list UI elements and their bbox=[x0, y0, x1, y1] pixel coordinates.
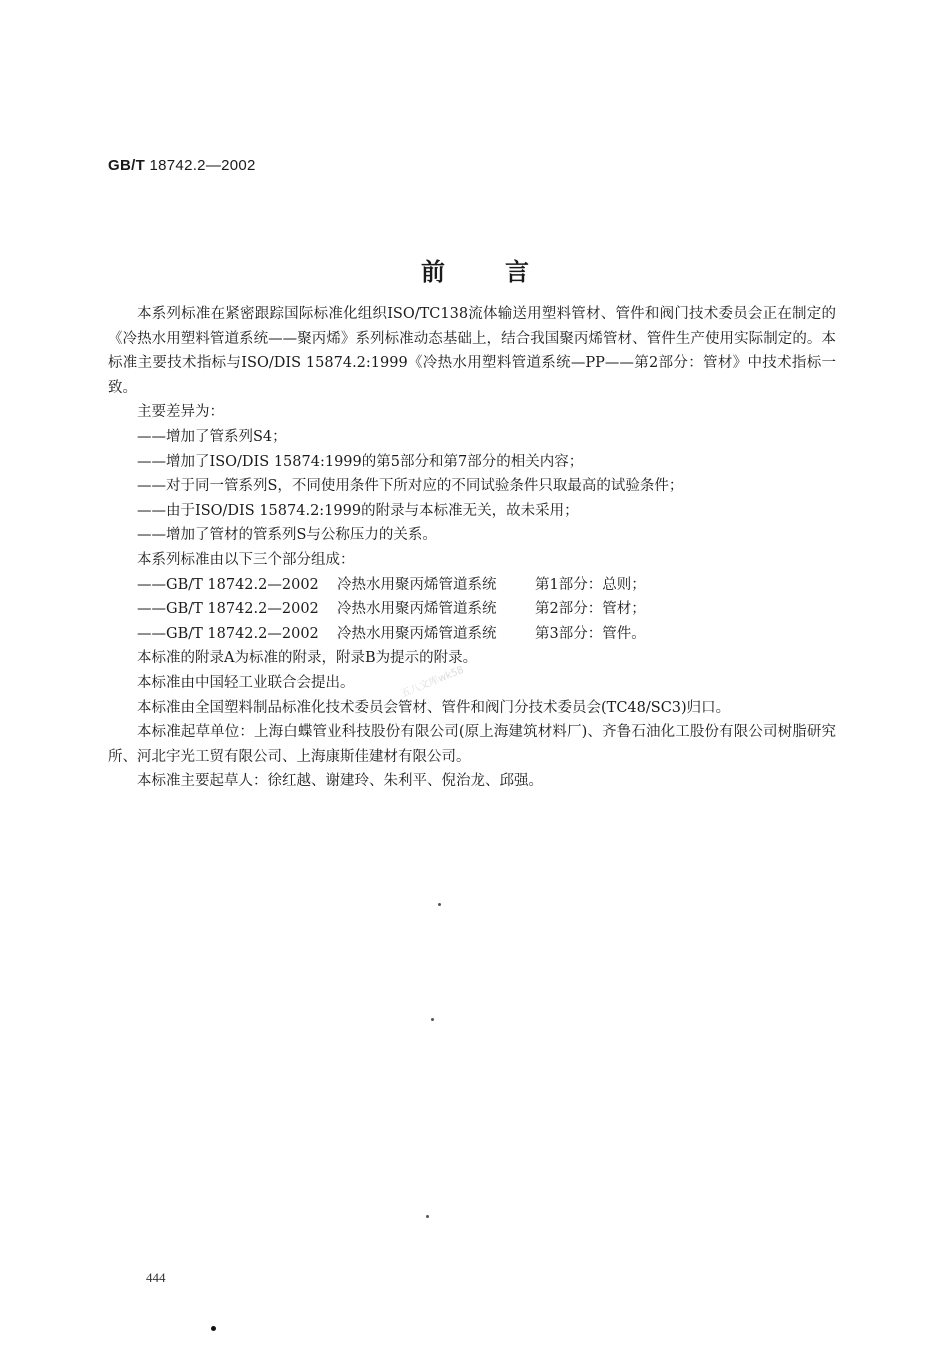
part-name: 冷热水用聚丙烯管道系统 bbox=[337, 576, 497, 593]
part-name: 冷热水用聚丙烯管道系统 bbox=[337, 601, 497, 618]
appendix-paragraph: 本标准的附录A为标准的附录，附录B为提示的附录。 bbox=[137, 650, 478, 667]
page-number: 444 bbox=[146, 1270, 166, 1285]
part-code: ——GB/T 18742.2—2002 bbox=[137, 625, 319, 642]
part-code: ——GB/T 18742.2—2002 bbox=[137, 576, 319, 593]
part-label: 第1部分：总则； bbox=[535, 576, 646, 593]
scan-speck bbox=[211, 1326, 216, 1331]
watermark: 五八文库wk58 bbox=[399, 664, 466, 700]
drafters-paragraph: 本标准主要起草人：徐红越、谢建玲、朱利平、倪治龙、邱强。 bbox=[137, 773, 543, 790]
scan-speck bbox=[438, 903, 441, 906]
part-label: 第3部分：管件。 bbox=[535, 625, 646, 642]
standard-prefix: GB/T bbox=[108, 157, 146, 174]
centralized-paragraph: 本标准由全国塑料制品标准化技术委员会管材、管件和阀门分技术委员会(TC48/SC3)归口。 bbox=[137, 699, 731, 716]
scan-speck bbox=[426, 1215, 429, 1218]
part-name: 冷热水用聚丙烯管道系统 bbox=[337, 625, 497, 642]
difference-item: ——增加了管系列S4； bbox=[137, 428, 287, 445]
part-item bbox=[108, 622, 836, 647]
foreword-body bbox=[108, 302, 836, 794]
part-item bbox=[108, 573, 836, 598]
page-title: 前言 bbox=[421, 257, 589, 286]
difference-item: ——由于ISO/DIS 15874.2:1999的附录与本标准无关，故未采用； bbox=[137, 502, 579, 519]
differences-heading: 主要差异为： bbox=[137, 404, 224, 421]
proposed-paragraph: 本标准由中国轻工业联合会提出。 bbox=[137, 674, 355, 691]
part-item bbox=[108, 597, 836, 622]
parts-heading: 本系列标准由以下三个部分组成： bbox=[137, 551, 355, 568]
standard-code: 18742.2—2002 bbox=[149, 157, 256, 174]
part-label: 第2部分：管材； bbox=[535, 601, 646, 618]
intro-paragraph: 本系列标准在紧密跟踪国际标准化组织ISO/TC138流体输送用塑料管材、管件和阀门技术委员会正在制定的《冷热水用塑料管道系统——聚丙烯》系列标准动态基础上，结合我国聚丙烯管材、管件生产使用实际制定的。本标准主要技术指标与ISO/DIS 15874.2:1999《冷热水用塑料管道系统—PP——第2部分：管材》中技术指标一致。 bbox=[108, 306, 836, 396]
standard-number bbox=[108, 157, 256, 174]
part-code: ——GB/T 18742.2—2002 bbox=[137, 601, 319, 618]
difference-item: ——对于同一管系列S，不同使用条件下所对应的不同试验条件只取最高的试验条件； bbox=[137, 478, 684, 495]
difference-item: ——增加了管材的管系列S与公称压力的关系。 bbox=[137, 527, 437, 544]
difference-item: ——增加了ISO/DIS 15874:1999的第5部分和第7部分的相关内容； bbox=[137, 453, 584, 470]
scan-speck bbox=[431, 1018, 434, 1021]
drafting-units-paragraph: 本标准起草单位：上海白蝶管业科技股份有限公司(原上海建筑材料厂)、齐鲁石油化工股份有限公司树脂研究所、河北宇光工贸有限公司、上海康斯佳建材有限公司。 bbox=[108, 724, 836, 765]
